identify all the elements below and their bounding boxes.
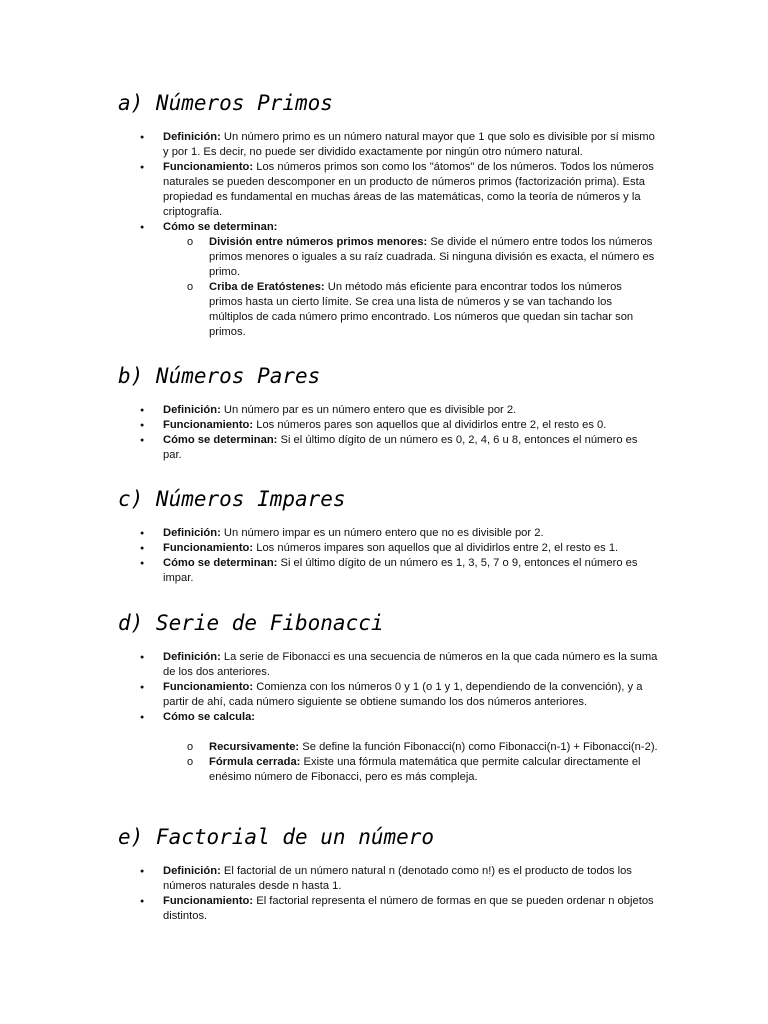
item-term: Funcionamiento:: [163, 542, 254, 554]
sub-bullet-list: [163, 235, 658, 340]
sub-bullet-list: [163, 740, 658, 785]
item-term: Recursivamente:: [209, 741, 300, 753]
list-item: [118, 556, 658, 586]
item-text: El factorial representa el número de formas en que se pueden ordenar n objetos distintos.: [163, 895, 654, 922]
list-item: [118, 650, 658, 680]
item-text: Se divide el número entre todos los números primos menores o iguales a su raíz cuadrada. Si ninguna división es exacta, el número es primo.: [209, 236, 655, 278]
section-numeros-pares: [118, 363, 658, 463]
item-term: Definición:: [163, 404, 221, 416]
list-item: [118, 418, 658, 433]
list-item: [118, 403, 658, 418]
item-text: Los números impares son aquellos que al dividirlos entre 2, el resto es 1.: [253, 542, 619, 554]
list-item: [118, 710, 658, 785]
sub-list-item: [163, 235, 658, 280]
bullet-list: [118, 526, 658, 586]
item-text: Los números pares son aquellos que al dividirlos entre 2, el resto es 0.: [253, 419, 607, 431]
list-item: [118, 433, 658, 463]
list-item: [118, 220, 658, 340]
bullet-list: [118, 403, 658, 463]
list-item: [118, 894, 658, 924]
section-title: b) Números Pares: [118, 364, 321, 388]
item-term: Funcionamiento:: [163, 895, 254, 907]
bullet-list: [118, 130, 658, 340]
item-text: El factorial de un número natural n (denotado como n!) es el producto de todos los números naturales desde n hasta 1.: [163, 865, 632, 892]
item-term: Cómo se calcula:: [163, 711, 256, 723]
section-factorial: [118, 824, 658, 924]
item-term: Definición:: [163, 131, 221, 143]
item-text: Los números primos son como los "átomos" de los números. Todos los números naturales se pueden descomponer en un producto de números primos (factorización prima). Esta propiedad es fundamental en muchas áreas de las matemáticas, como la teoría de números y la criptografía.: [163, 161, 654, 218]
list-item: [118, 130, 658, 160]
item-term: División entre números primos menores:: [209, 236, 428, 248]
item-text: Existe una fórmula matemática que permite calcular directamente el enésimo número de Fibonacci, pero es más compleja.: [209, 756, 641, 783]
item-term: Cómo se determinan:: [163, 557, 278, 569]
section-serie-fibonacci: [118, 610, 658, 785]
sub-list-item: [163, 755, 658, 785]
item-text: Un número primo es un número natural mayor que 1 que solo es divisible por sí mismo y por 1. Es decir, no puede ser dividido exactamente por ningún otro número natural.: [163, 131, 655, 158]
sub-list-item: [163, 740, 658, 755]
list-item: [118, 541, 658, 556]
section-numeros-primos: [118, 90, 658, 340]
section-title: a) Números Primos: [118, 91, 333, 115]
item-text: Si el último dígito de un número es 1, 3, 5, 7 o 9, entonces el número es impar.: [163, 557, 638, 584]
item-text: Se define la función Fibonacci(n) como Fibonacci(n-1) + Fibonacci(n-2).: [299, 741, 658, 753]
item-term: Definición:: [163, 527, 221, 539]
item-term: Funcionamiento:: [163, 161, 254, 173]
item-text: La serie de Fibonacci es una secuencia de números en la que cada número es la suma de los dos anteriores.: [163, 651, 658, 678]
section-numeros-impares: [118, 486, 658, 586]
item-term: Criba de Eratóstenes:: [209, 281, 325, 293]
bullet-list: [118, 864, 658, 924]
item-text: Un número par es un número entero que es divisible por 2.: [220, 404, 517, 416]
item-text: Si el último dígito de un número es 0, 2, 4, 6 u 8, entonces el número es par.: [163, 434, 638, 461]
list-item: [118, 160, 658, 220]
section-title: e) Factorial de un número: [118, 825, 435, 849]
item-text: Un método más eficiente para encontrar todos los números primos hasta un cierto límite. Se crea una lista de números y se van tachando los múltiplos de cada número primo encontrado. Los números que quedan sin tachar son primos.: [209, 281, 634, 338]
blank-line: [163, 725, 658, 740]
item-text: Un número impar es un número entero que no es divisible por 2.: [220, 527, 544, 539]
item-term: Cómo se determinan:: [163, 434, 278, 446]
item-term: Funcionamiento:: [163, 419, 254, 431]
list-item: [118, 864, 658, 894]
section-title: c) Números Impares: [118, 487, 346, 511]
sub-list-item: [163, 280, 658, 340]
list-item: [118, 526, 658, 541]
item-term: Fórmula cerrada:: [209, 756, 301, 768]
list-item: [118, 680, 658, 710]
item-term: Definición:: [163, 865, 221, 877]
section-title: d) Serie de Fibonacci: [118, 611, 384, 635]
bullet-list: [118, 650, 658, 785]
item-term: Cómo se determinan:: [163, 221, 278, 233]
item-term: Definición:: [163, 651, 221, 663]
item-text: Comienza con los números 0 y 1 (o 1 y 1, dependiendo de la convención), y a partir de ahí, cada número siguiente se obtiene sumando los dos números anteriores.: [163, 681, 643, 708]
item-term: Funcionamiento:: [163, 681, 254, 693]
